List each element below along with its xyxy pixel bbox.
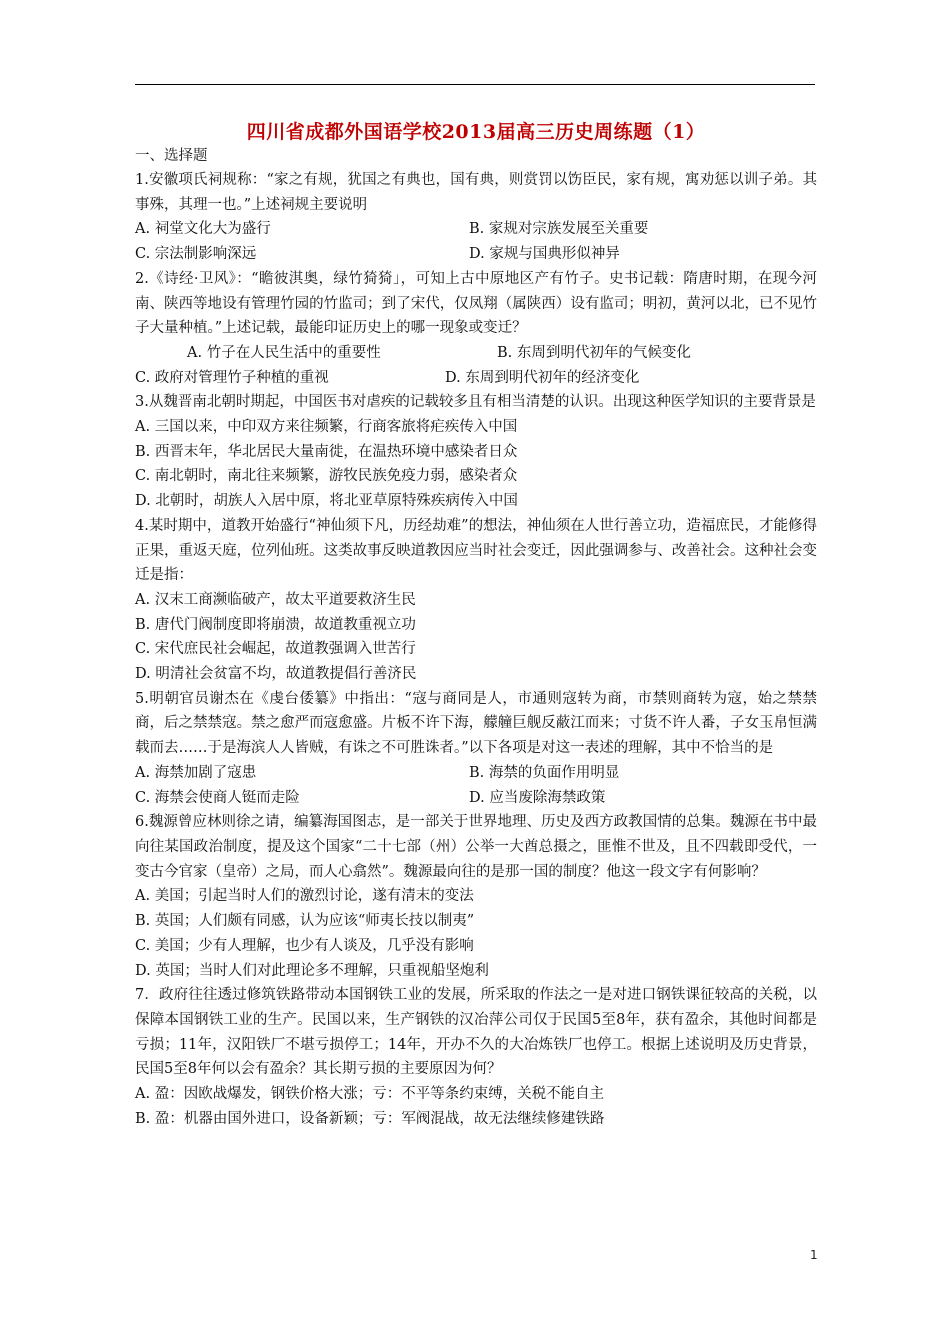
option-d: D. 家规与国典形似神异 bbox=[469, 246, 620, 263]
option-c: C. 政府对管理竹子种植的重视 bbox=[135, 369, 329, 386]
option-a: A. 盈：因欧战爆发，钢铁价格大涨；亏：不平等条约束缚，关税不能自主 bbox=[135, 1086, 605, 1103]
question-1 bbox=[135, 168, 817, 267]
option-b: B. 盈：机器由国外进口，设备新颖；亏：军阀混战，故无法继续修建铁路 bbox=[135, 1110, 605, 1127]
option-b: B. 家规对宗族发展至关重要 bbox=[469, 221, 649, 238]
options-row bbox=[135, 242, 817, 267]
question-stem: 4.某时期中，道教开始盛行“神仙须下凡，历经劫难”的想法，神仙须在人世行善立功，造福庶民，才能修得正果，重返天庭，位列仙班。这类故事反映道教因应当时社会变迁，因此强调参与、改善社会。这种社会变迁是指： bbox=[135, 517, 817, 584]
option-d: D. 东周到明代初年的经济变化 bbox=[445, 369, 640, 386]
document-body bbox=[135, 118, 817, 1131]
option-b: B. 海禁的负面作用明显 bbox=[469, 764, 620, 781]
question-stem: 5.明朝官员谢杰在《虔台倭纂》中指出：“寇与商同是人，市通则寇转为商，市禁则商转为寇，始之禁禁商，后之禁禁寇。禁之愈严而寇愈盛。片板不许下海，艨艟巨舰反蔽江而来；寸货不许人番，子女玉帛恒满载而去……于是海滨人人皆贼，有诛之不可胜诛者。”以下各项是对这一表述的理解，其中不恰当的是 bbox=[135, 690, 817, 757]
option-d: D. 英国；当时人们对此理论多不理解，只重视船坚炮利 bbox=[135, 962, 489, 979]
option-a: A. 三国以来，中印双方来往频繁，行商客旅将疟疾传入中国 bbox=[135, 419, 518, 436]
section-heading: 一、选择题 bbox=[135, 148, 208, 164]
options-row bbox=[135, 366, 817, 391]
question-stem: 6.魏源曾应林则徐之请，编纂海国图志，是一部关于世界地理、历史及西方政教国情的总集。魏源在书中最向往某国政治制度，提及这个国家“二十七部（州）公举一大酋总摄之，匪惟不世及，且不四载即受代，一变古今官家（皇帝）之局，而人心翕然”。魏源最向往的是那一国的制度？他这一段文字有何影响？ bbox=[135, 814, 817, 880]
option-d: D. 明清社会贫富不均，故道教提倡行善济民 bbox=[135, 666, 417, 683]
option-a: A. 祠堂文化大为盛行 bbox=[135, 221, 271, 238]
option-d: D. 北朝时，胡族人入居中原，将北亚草原特殊疾病传入中国 bbox=[135, 493, 518, 510]
option-d: D. 应当废除海禁政策 bbox=[469, 789, 606, 806]
option-a: A. 美国；引起当时人们的激烈讨论，遂有清末的变法 bbox=[135, 888, 474, 905]
question-5 bbox=[135, 687, 817, 811]
option-c: C. 宋代庶民社会崛起，故道教强调入世苦行 bbox=[135, 641, 416, 658]
question-stem: 3.从魏晋南北朝时期起，中国医书对虐疾的记载较多且有相当清楚的认识。出现这种医学知识的主要背景是 bbox=[135, 394, 816, 411]
option-b: B. 英国；人们颇有同感，认为应该“师夷长技以制夷” bbox=[135, 913, 475, 930]
question-7 bbox=[135, 983, 817, 1131]
option-a: A. 汉末工商濒临破产，故太平道要救济生民 bbox=[135, 591, 416, 608]
options-row bbox=[135, 786, 817, 811]
option-c: C. 美国；少有人理解，也少有人谈及，几乎没有影响 bbox=[135, 937, 474, 954]
question-stem: 7．政府往往透过修筑铁路带动本国钢铁工业的发展，所采取的作法之一是对进口钢铁课征较高的关税，以保障本国钢铁工业的生产。民国以来，生产钢铁的汉冶萍公司仅于民国5至8年，获有盈余，其他时间都是亏损；11年，汉阳铁厂不堪亏损停工；14年，开办不久的大冶炼铁厂也停工。根据上述说明及历史背景，民国5至8年何以会有盈余？其长期亏损的主要原因为何？ bbox=[135, 987, 817, 1078]
option-c: C. 南北朝时，南北往来频繁，游牧民族免疫力弱，感染者众 bbox=[135, 468, 518, 485]
question-stem: 1.安徽项氏祠规称：“家之有规，犹国之有典也，国有典，则赏罚以饬臣民，家有规，寓劝惩以训子弟。其事殊，其理一也。”上述祠规主要说明 bbox=[135, 172, 817, 213]
options-row bbox=[135, 761, 817, 786]
options-row bbox=[135, 217, 817, 242]
document-title: 四川省成都外国语学校2013届高三历史周练题（1） bbox=[246, 121, 706, 143]
option-b: B. 西晋末年，华北居民大量南徙，在温热环境中感染者日众 bbox=[135, 443, 518, 460]
page-number: 1 bbox=[810, 1248, 818, 1262]
option-c: C. 宗法制影响深远 bbox=[135, 246, 257, 263]
question-stem: 2.《诗经·卫风》：“瞻彼淇奥，绿竹猗猗」，可知上古中原地区产有竹子。史书记载：隋唐时期，在现今河南、陕西等地设有管理竹园的竹监司；到了宋代，仅凤翔（属陕西）设有监司；明初，黄河以北，已不见竹子大量种植。”上述记载，最能印证历史上的哪一现象或变迁？ bbox=[135, 270, 817, 337]
options-row bbox=[135, 341, 817, 366]
option-b: B. 唐代门阀制度即将崩溃，故道教重视立功 bbox=[135, 616, 416, 633]
option-a: A. 竹子在人民生活中的重要性 bbox=[187, 344, 381, 361]
question-2 bbox=[135, 267, 817, 391]
option-b: B. 东周到明代初年的气候变化 bbox=[497, 344, 691, 361]
question-4 bbox=[135, 514, 817, 687]
header-rule bbox=[135, 84, 815, 85]
option-c: C. 海禁会使商人铤而走险 bbox=[135, 789, 300, 806]
question-6 bbox=[135, 810, 817, 983]
question-3 bbox=[135, 390, 817, 514]
option-a: A. 海禁加剧了寇患 bbox=[135, 764, 257, 781]
